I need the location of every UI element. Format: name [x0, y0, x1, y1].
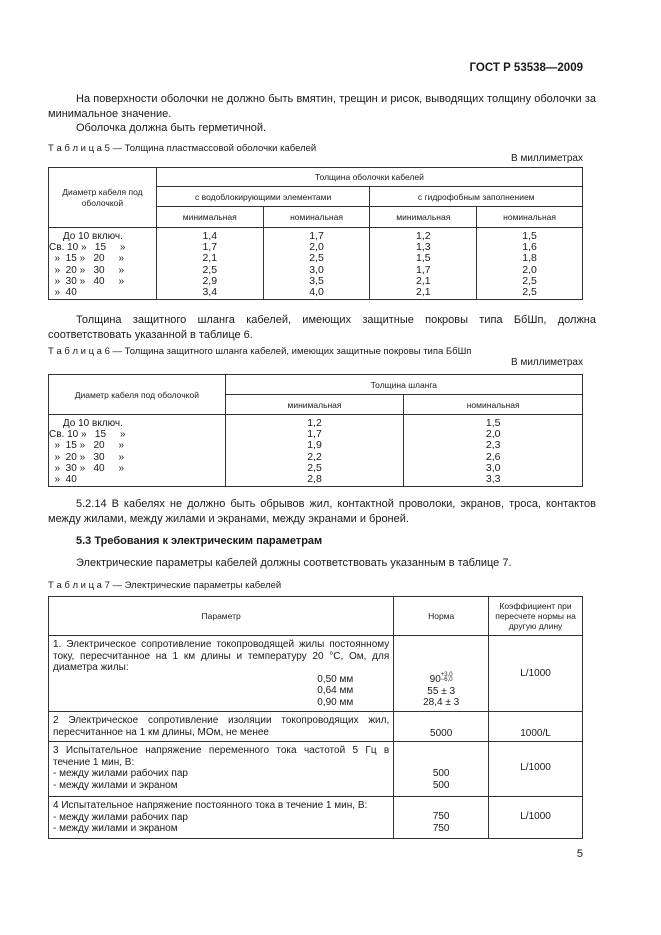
section-heading-5-3: 5.3 Требования к электрическим параметрам: [76, 535, 323, 547]
table7-row1-param: [49, 636, 394, 712]
paragraph-electrical: Электрические параметры кабелей должны соответствовать указанным в таблице 7.: [76, 557, 512, 569]
row1-description: 1. Электрическое сопротивление токопроводящей жилы постоянному току, пересчитанное на 1 км длины и температуру 20 °С, Ом, для диаметра жилы:: [53, 639, 390, 673]
table6-header-nom: номинальная: [404, 395, 583, 415]
table5-header-waterblock: с водоблокирующими элементами: [156, 187, 370, 207]
paragraph-hermetic: Оболочка должна быть герметичной.: [76, 122, 267, 134]
table7-row3-param: 3 Испытательное напряжение переменного тока частотой 5 Гц в течение 1 мин, В: - между жилами рабочих пар - между жилами и экраном: [49, 742, 394, 797]
table7-caption: Т а б л и ц а 7 — Электрические параметры кабелей: [48, 580, 282, 591]
table5-col-min-water: 1,4 1,7 2,1 2,5 2,9 3,4: [156, 228, 263, 300]
table7-header-norm: Норма: [394, 597, 489, 636]
table7-row4-norm: 750 750: [394, 797, 489, 839]
page-number: 5: [576, 848, 583, 860]
paragraph-5-2-14: 5.2.14 В кабелях не должно быть обрывов жил, контактной проволоки, экранов, троса, контактов между жилами, между жилами и экранами, между экранами и броней.: [48, 498, 596, 525]
table5-header-diameter: Диаметр кабеля под оболочкой: [49, 168, 157, 228]
table7-header-coef: Коэффициент при пересчете нормы на другую длину: [489, 597, 583, 636]
table7-row1-coef: L/1000: [489, 636, 583, 712]
table5-header-nom-1: номинальная: [263, 207, 370, 228]
table7-header-param: Параметр: [49, 597, 394, 636]
table5-col-nom-water: 1,7 2,0 2,5 3,0 3,5 4,0: [263, 228, 370, 300]
table7: [48, 596, 583, 839]
table7-row2-norm: 5000: [394, 712, 489, 742]
table6-diameters: До 10 включ. Св. 10 » 15 » » 15 » 20 » » 20 » 30 » » 30 » 40 » » 40: [49, 415, 226, 487]
table6: [48, 374, 583, 487]
table7-row4-param: 4 Испытательное напряжение постоянного тока в течение 1 мин, В: - между жилами рабочих пар - между жилами и экраном: [49, 797, 394, 839]
table7-row3-coef: L/1000: [489, 742, 583, 797]
table7-row2-coef: 1000/L: [489, 712, 583, 742]
document-header: ГОСТ Р 53538—2009: [469, 62, 583, 74]
table6-header-min: минимальная: [225, 395, 404, 415]
table6-col-min: 1,2 1,7 1,9 2,2 2,5 2,8: [225, 415, 404, 487]
table5-header-hydrophobic: с гидрофобным заполнением: [370, 187, 583, 207]
table5-header-thickness: Толщина оболочки кабелей: [156, 168, 582, 187]
paragraph-hose: Толщина защитного шланга кабелей, имеющих защитные покровы типа БбШп, должна соответствовать указанной в таблице 6.: [48, 314, 596, 341]
table5-header-min-1: минимальная: [156, 207, 263, 228]
table5-header-min-2: минимальная: [370, 207, 477, 228]
table5-unit: В миллиметрах: [511, 153, 583, 164]
table5-caption: Т а б л и ц а 5 — Толщина пластмассовой оболочки кабелей: [48, 143, 317, 154]
row1-diameters: 0,50 мм 0,64 мм 0,90 мм: [317, 673, 354, 708]
table7-row3-norm: 500 500: [394, 742, 489, 797]
table6-header-thickness: Толщина шланга: [225, 375, 582, 395]
table5-col-nom-hydro: 1,5 1,6 1,8 2,0 2,5 2,5: [477, 228, 583, 300]
table5-col-min-hydro: 1,2 1,3 1,5 1,7 2,1 2,1: [370, 228, 477, 300]
table6-header-diameter: Диаметр кабеля под оболочкой: [49, 375, 226, 415]
table7-row4-coef: L/1000: [489, 797, 583, 839]
table6-col-nom: 1,5 2,0 2,3 2,6 3,0 3,3: [404, 415, 583, 487]
row1-norm-tolerance: 90 +3,0 −6,0: [429, 672, 453, 685]
table7-row2-param: 2 Электрическое сопротивление изоляции токопроводящих жил, пересчитанное на 1 км длины, МОм, не менее: [49, 712, 394, 742]
table6-unit: В миллиметрах: [511, 357, 583, 368]
table5-header-nom-2: номинальная: [477, 207, 583, 228]
row1-norm-values: 55 ± 3 28,4 ± 3: [423, 685, 460, 708]
paragraph-surface: На поверхности оболочки не должно быть вмятин, трещин и рисок, выводящих толщину оболочки за минимальное значение.: [48, 93, 596, 120]
table5: [48, 167, 583, 300]
table6-caption: Т а б л и ц а 6 — Толщина защитного шланга кабелей, имеющих защитные покровы типа БбШп: [48, 346, 472, 357]
table7-row1-norm: [394, 636, 489, 712]
table5-diameters: До 10 включ. Св. 10 » 15 » » 15 » 20 » » 20 » 30 » » 30 » 40 » » 40: [49, 228, 157, 300]
